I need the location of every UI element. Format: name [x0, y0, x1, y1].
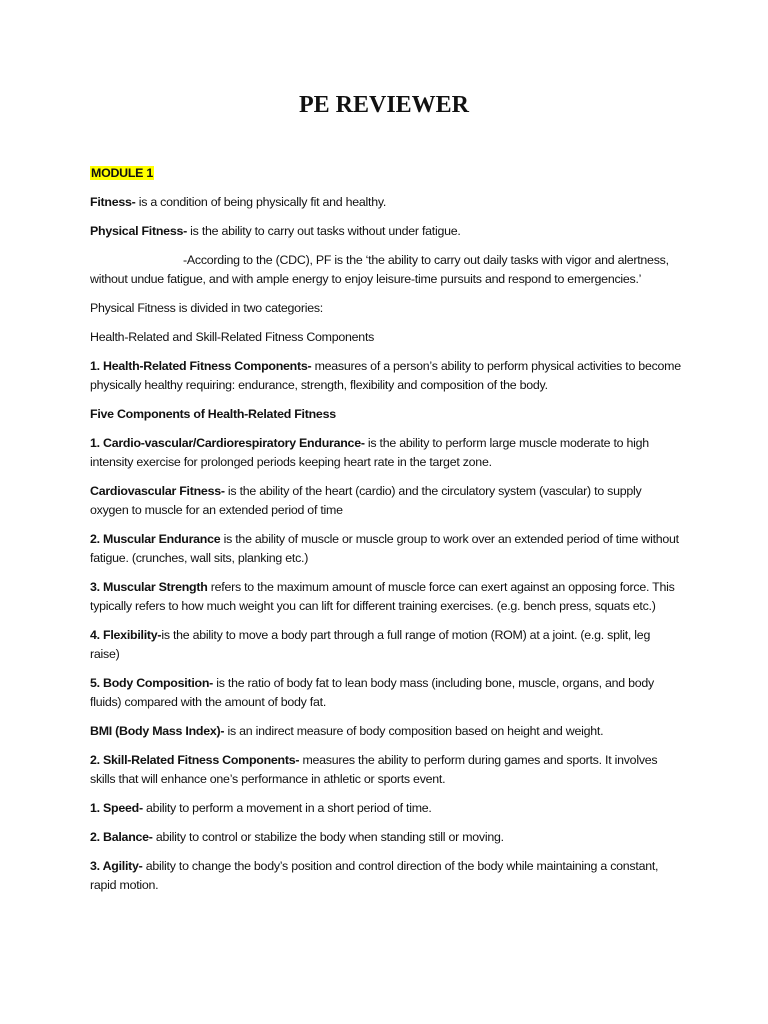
paragraph-term: 5. Body Composition- — [90, 676, 214, 690]
paragraph-term: 2. Muscular Endurance — [90, 532, 221, 546]
paragraph-term: 1. Cardio-vascular/Cardiorespiratory Endurance- — [90, 436, 365, 450]
paragraph-term: 1. Speed- — [90, 801, 143, 815]
paragraph — [90, 405, 682, 424]
document-title: PE REVIEWER — [298, 92, 470, 118]
paragraph-term: BMI (Body Mass Index)- — [90, 724, 225, 738]
paragraph-term: 3. Muscular Strength — [90, 580, 208, 594]
paragraph-text: is the ratio of body fat to lean body mass (including bone, muscle, organs, and body fluids) compared with the amount of body fat. — [90, 676, 654, 709]
paragraph — [90, 799, 682, 818]
module-heading — [90, 164, 154, 183]
paragraph-text: refers to the maximum amount of muscle force can exert against an opposing force. This typically refers to how much weight you can lift for different training exercises. (e.g. bench press, squats etc.) — [90, 580, 675, 613]
paragraph-term: 4. Flexibility- — [90, 628, 162, 642]
paragraph — [90, 578, 682, 616]
paragraph-term: 2. Balance- — [90, 830, 153, 844]
paragraph-text: measures the ability to perform during games and sports. It involves skills that will enhance one’s performance in athletic or sports event. — [90, 753, 658, 786]
paragraph-text: is the ability of the heart (cardio) and the circulatory system (vascular) to supply oxygen to muscle for an extended period of time — [90, 484, 642, 517]
paragraph-text: -According to the (CDC), PF is the ‘the ability to carry out daily tasks with vigor and alertness, without undue fatigue, and with ample energy to enjoy leisure-time pursuits and respond to emergencies.’ — [90, 253, 669, 286]
paragraph-text: is the ability of muscle or muscle group to work over an extended period of time without fatigue. (crunches, wall sits, planking etc.) — [90, 532, 679, 565]
paragraph — [90, 674, 682, 712]
paragraph — [90, 357, 682, 395]
paragraph — [90, 857, 682, 895]
paragraph — [90, 222, 682, 241]
paragraph-term: 1. Health-Related Fitness Components- — [90, 359, 312, 373]
paragraph — [90, 722, 682, 741]
paragraph — [90, 328, 682, 347]
paragraph — [90, 530, 682, 568]
paragraph-text: ability to change the body’s position and control direction of the body while maintaining a constant, rapid motion. — [90, 859, 659, 892]
paragraph — [90, 299, 682, 318]
paragraph-text: ability to perform a movement in a short period of time. — [142, 801, 432, 815]
paragraph-text: Health-Related and Skill-Related Fitness Components — [90, 330, 375, 344]
paragraph-text: Physical Fitness is divided in two categories: — [90, 301, 323, 315]
paragraph-term: Fitness- — [90, 195, 136, 209]
paragraph — [90, 193, 682, 212]
module-label: MODULE 1 — [91, 166, 154, 180]
paragraph — [90, 434, 682, 472]
paragraph-text: is the ability to move a body part through a full range of motion (ROM) at a joint. (e.g. split, leg raise) — [90, 628, 651, 661]
paragraph-term: Cardiovascular Fitness- — [90, 484, 225, 498]
paragraph — [90, 482, 682, 520]
paragraph-text: is a condition of being physically fit and healthy. — [135, 195, 387, 209]
paragraph-text: ability to control or stabilize the body when standing still or moving. — [152, 830, 504, 844]
paragraph-text: is an indirect measure of body composition based on height and weight. — [224, 724, 604, 738]
paragraph-text: measures of a person’s ability to perform physical activities to become physically healthy requiring: endurance, strength, flexibility and composition of the body. — [90, 359, 681, 392]
paragraph-text: is the ability to perform large muscle moderate to high intensity exercise for prolonged periods keeping heart rate in the target zone. — [90, 436, 649, 469]
paragraph-text: is the ability to carry out tasks without under fatigue. — [186, 224, 461, 238]
paragraph-term: Physical Fitness- — [90, 224, 187, 238]
paragraph — [90, 626, 682, 664]
paragraph-term: Five Components of Health-Related Fitness — [90, 407, 336, 421]
paragraph — [90, 828, 682, 847]
paragraph-term: 3. Agility- — [90, 859, 143, 873]
paragraph-term: 2. Skill-Related Fitness Components- — [90, 753, 300, 767]
paragraph — [90, 751, 682, 789]
document-content — [90, 193, 682, 905]
paragraph — [90, 251, 682, 289]
